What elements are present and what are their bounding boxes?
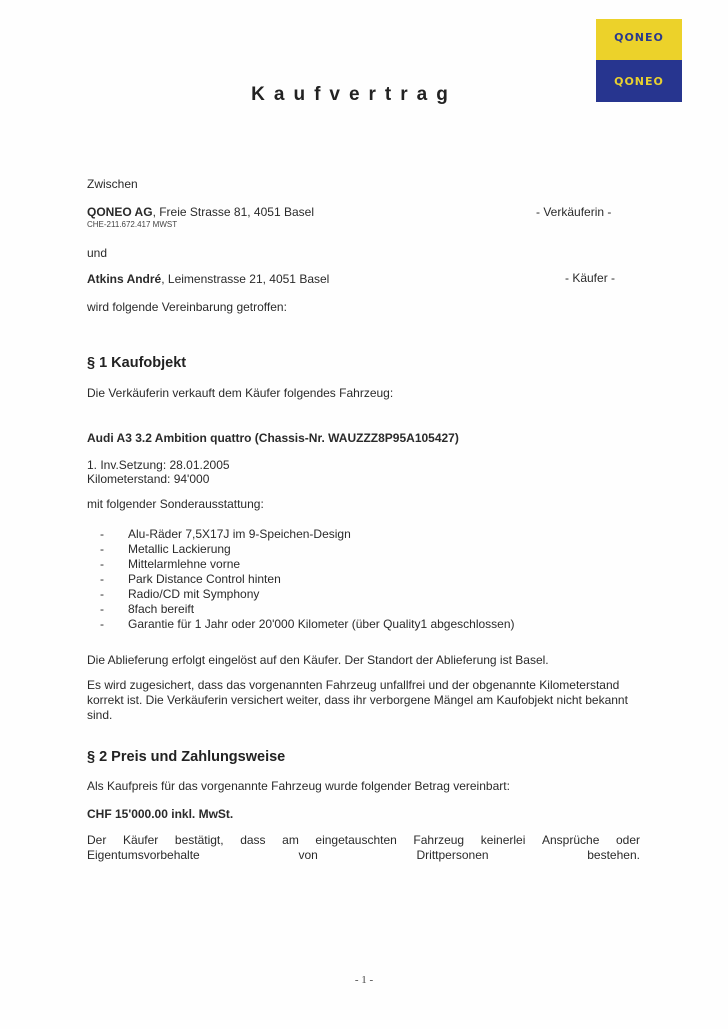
assurance-line-3: sind. — [87, 708, 113, 722]
logo-word-bottom: QONEO — [614, 75, 664, 88]
buyer-line — [87, 272, 329, 287]
list-item: - Metallic Lackierung — [100, 542, 231, 556]
agreement-text: wird folgende Vereinbarung getroffen: — [87, 300, 287, 314]
document-title: Kaufvertrag — [251, 84, 457, 105]
seller-address: , Freie Strasse 81, 4051 Basel — [152, 205, 314, 219]
section2-heading: § 2 Preis und Zahlungsweise — [87, 749, 286, 765]
confirm-line-2: Eigentumsvorbehalte von Drittpersonen bestehen. — [87, 848, 640, 862]
delivery-text: Die Ablieferung erfolgt eingelöst auf den Käufer. Der Standort der Ablieferung ist Basel. — [87, 653, 549, 667]
list-item: - Park Distance Control hinten — [100, 572, 281, 586]
extras-intro: mit folgender Sonderausstattung: — [87, 497, 264, 511]
list-item: - Alu-Räder 7,5X17J im 9-Speichen-Design — [100, 527, 351, 541]
section1-intro: Die Verkäuferin verkauft dem Käufer folgendes Fahrzeug: — [87, 386, 394, 400]
seller-line — [87, 205, 314, 220]
assurance-line-1: Es wird zugesichert, dass das vorgenannten Fahrzeug unfallfrei und der obgenannte Kilometerstand — [87, 678, 620, 692]
and-label: und — [87, 246, 108, 260]
page-number: - 1 - — [354, 974, 374, 986]
logo-word-top: QONEO — [614, 31, 664, 44]
seller-role: - Verkäuferin - — [536, 205, 612, 219]
list-item: - Radio/CD mit Symphony — [100, 587, 260, 601]
seller-vat: CHE-211.672.417 MWST — [87, 220, 178, 229]
first-registration: 1. Inv.Setzung: 28.01.2005 — [87, 458, 230, 472]
price: CHF 15'000.00 inkl. MwSt. — [87, 807, 234, 821]
mileage: Kilometerstand: 94'000 — [87, 472, 210, 486]
list-item: - 8fach bereift — [100, 602, 195, 616]
seller-name: QONEO AG — [87, 205, 153, 219]
extras-list — [100, 527, 515, 632]
assurance-line-2: korrekt ist. Die Verkäuferin versichert weiter, dass ihr verborgene Mängel am Kaufobjekt nicht bekannt — [87, 693, 628, 707]
buyer-name: Atkins André — [87, 272, 162, 286]
section2-intro: Als Kaufpreis für das vorgenannte Fahrzeug wurde folgender Betrag vereinbart: — [87, 779, 510, 793]
buyer-address: , Leimenstrasse 21, 4051 Basel — [161, 272, 330, 286]
between-label: Zwischen — [87, 177, 138, 191]
list-item: - Mittelarmlehne vorne — [100, 557, 241, 571]
vehicle-description: Audi A3 3.2 Ambition quattro (Chassis-Nr. WAUZZZ8P95A105427) — [87, 431, 459, 445]
list-item: - Garantie für 1 Jahr oder 20'000 Kilometer (über Quality1 abgeschlossen) — [100, 617, 515, 631]
section1-heading: § 1 Kaufobjekt — [87, 355, 187, 371]
buyer-role: - Käufer - — [565, 271, 616, 285]
confirm-line-1: Der Käufer bestätigt, dass am eingetauschten Fahrzeug keinerlei Ansprüche oder — [87, 833, 640, 847]
